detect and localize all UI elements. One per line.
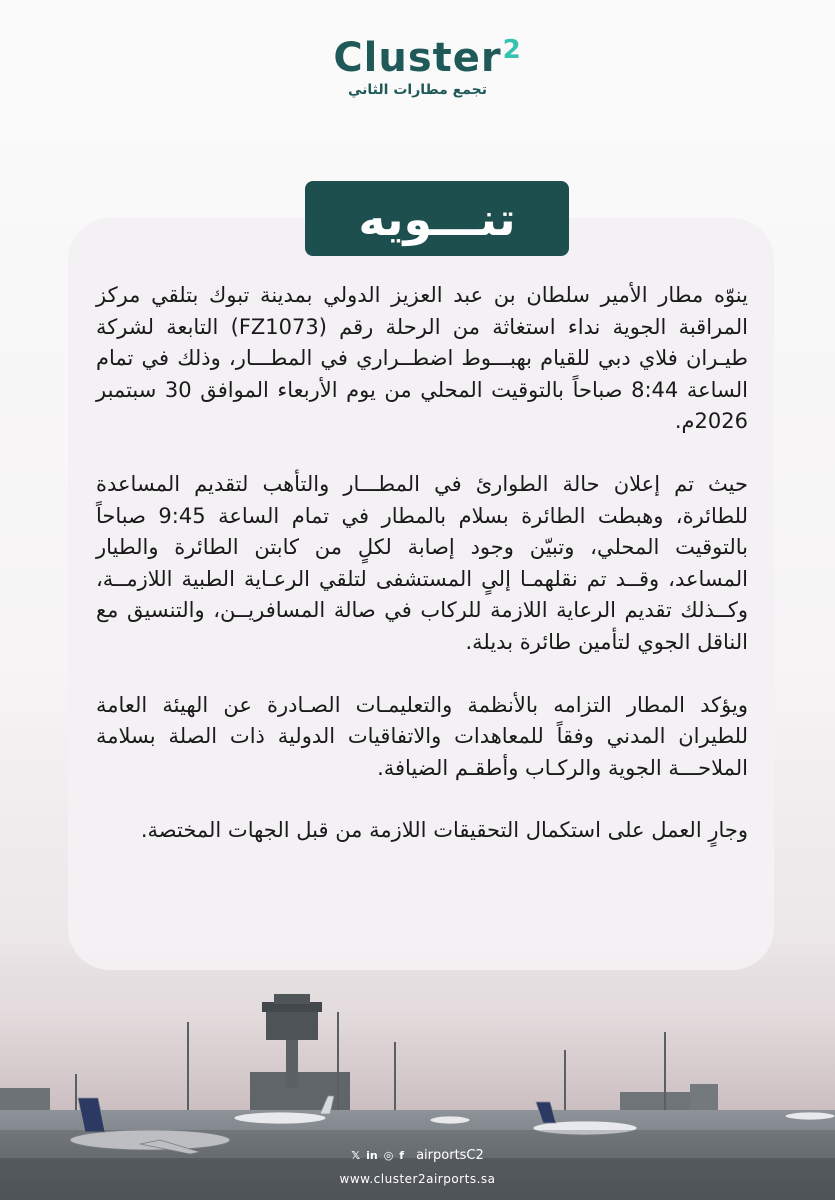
notice-paragraph: ينوّه مطار الأمير سلطان بن عبد العزيز الدولي بمدينة تبوك بتلقي مركز المراقبة الجوية نداء استغاثة من الرحلة رقم (FZ1073) التابعة لشركة طيـران فلاي دبي للقيام بهبـــوط اضطــراري في المطـــار، وذلك في تمام الساعة 8:44 صباحاً بالتوقيت المحلي من يوم الأربعاء الموافق 30 سبتمبر 2026م. <box>96 283 748 434</box>
logo-wordmark-text: Cluster <box>333 35 502 81</box>
facebook-icon[interactable]: f <box>399 1149 405 1162</box>
notice-paragraph: وجارٍ العمل على استكمال التحقيقات اللازمة من قبل الجهات المختصة. <box>140 818 748 843</box>
logo-wordmark <box>333 35 522 81</box>
x-icon[interactable]: 𝕏 <box>351 1149 361 1162</box>
logo-number: 2 <box>502 35 522 65</box>
logo-subtitle: تجمع مطارات الثاني <box>348 82 487 98</box>
social-handle: airportsC2 <box>416 1148 484 1163</box>
cluster2-logo <box>0 36 835 98</box>
notice-body <box>96 280 748 847</box>
notice-paragraph: حيث تم إعلان حالة الطوارئ في المطـــار والتأهب لتقديم المساعدة للطائرة، وهبطت الطائرة بسلام بالمطار في تمام الساعة 9:45 صباحاً بالتوقيت المحلي، وتبيّن وجود إصابة لكلٍ من كابتن الطائرة والطيار المساعد، وقــد تم نقلهمـا إلىٍ المستشفى لتلقي الرعـاية الطبية اللازمــة، وكــذلك تقديم الرعاية اللازمة للركاب في صالة المسافريــن، والتنسيق مع الناقل الجوي لتأمين طائرة بديلة. <box>96 471 748 654</box>
notice-title: تنـــويه <box>305 181 569 256</box>
instagram-icon[interactable]: ◎ <box>383 1149 394 1162</box>
social-links <box>0 1148 835 1163</box>
website-link[interactable]: www.cluster2airports.sa <box>339 1172 496 1186</box>
airport-scene-image <box>0 980 835 1200</box>
notice-paragraph: ويؤكد المطار التزامه بالأنظمة والتعليمـات الصـادرة عن الهيئة العامة للطيران المدني وفقاً للمعاهدات والاتفاقيات الدولية ذات الصلة بسلامة الملاحـــة الجوية والركـاب وأطقـم الضيافة. <box>96 692 748 780</box>
linkedin-icon[interactable]: in <box>366 1149 378 1162</box>
